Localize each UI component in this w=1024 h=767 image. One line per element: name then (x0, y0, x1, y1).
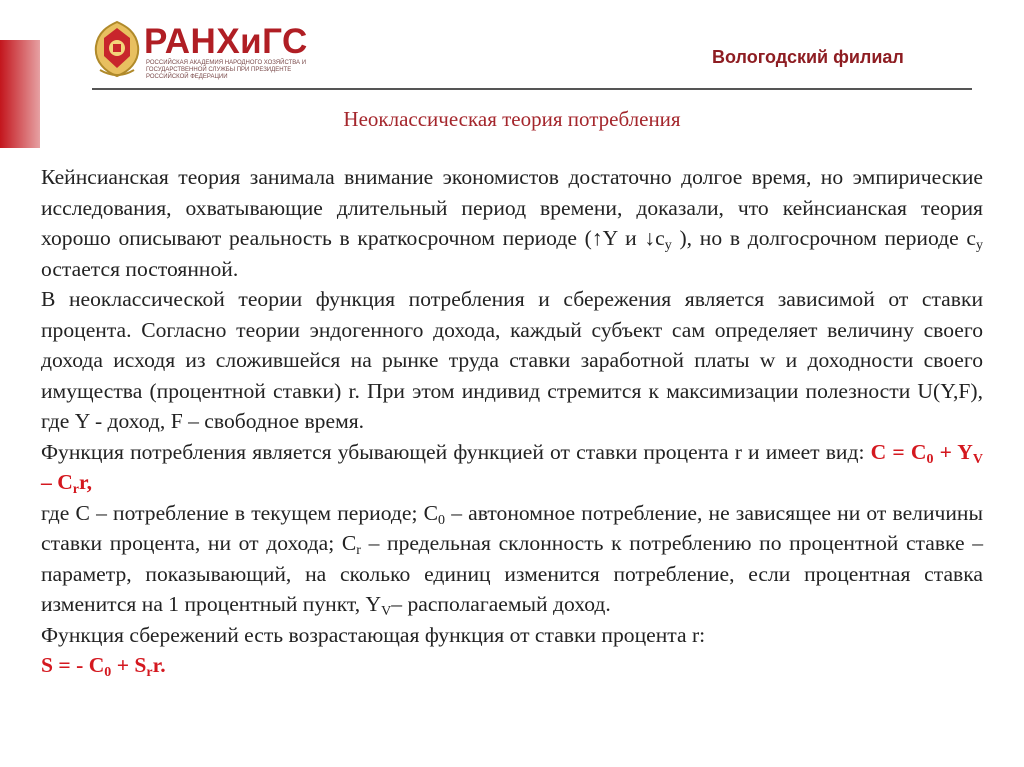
subscript: V (381, 604, 392, 619)
paragraph: Функция сбережений есть возрастающая функция от ставки процента r: (41, 622, 706, 647)
consumption-formula: $C = C_0 + Y_V - C_rr$, (41, 439, 983, 497)
paragraph (41, 650, 983, 681)
text: где C – потребление в текущем периоде; C (41, 500, 439, 525)
subscript: r (356, 543, 361, 558)
text: остается постоянной. (41, 256, 239, 281)
slide-title: Неоклассическая теория потребления (343, 107, 681, 131)
subscript: y (664, 238, 672, 253)
emblem-icon (92, 20, 142, 78)
brand-subtitle: РОССИЙСКАЯ АКАДЕМИЯ НАРОДНОГО ХОЗЯЙСТВА И ГОСУДАРСТВЕННОЙ СЛУЖБЫ ПРИ ПРЕЗИДЕНТЕ РОССИЙСКОЙ ФЕДЕРАЦИИ (146, 60, 307, 80)
text: – предельная склонность к потреблению по процентной ставке – параметр, показывающий, на сколько единиц изменится потребление, если процентная ставка изменится на 1 процентный пункт, Y (41, 531, 984, 616)
text: Кейнсианская теория занимала внимание экономистов достаточно долгое время, но эмпирические исследования, охватывающие длительный период времени, доказали, что кейнсианская теория хорошо описывают реальность в краткосрочном периоде (↑Y и ↓c (41, 165, 983, 250)
text: Функция потребления является убывающей функцией от ставки процента r и имеет вид: (41, 439, 871, 464)
brand-name: РАНХиГС (144, 22, 308, 61)
text: ), но в долгосрочном периоде c (671, 226, 976, 250)
header-divider (92, 88, 972, 90)
savings-formula: S = - $C_0 + S_rr$. (41, 653, 166, 680)
paragraph: В неоклассической теории функция потребления и сбережения является зависимой от ставки процента. Согласно теории эндогенного дохода, каждый субъект сам определяет величину своего дохода исходя из сложившейся на рынке труда ставки заработной платы w и доходности своего имущества (процентной ставки) r. При этом индивид стремится к максимизации полезности U(Y,F), где Y - доход, F – свободное время. (41, 287, 983, 433)
text: – располагаемый доход. (391, 592, 611, 616)
text: – автономное потребление, не зависящее ни от величины ставки процента, ни от дохода; C (41, 500, 983, 555)
branch-name: Вологодский филиал (712, 47, 904, 67)
ranepa-logo (92, 20, 472, 82)
paragraph (41, 498, 983, 620)
subscript: 0 (438, 512, 446, 528)
subscript: y (976, 238, 983, 253)
paragraph (41, 162, 983, 284)
paragraph (41, 437, 983, 498)
slide-body (41, 162, 983, 681)
